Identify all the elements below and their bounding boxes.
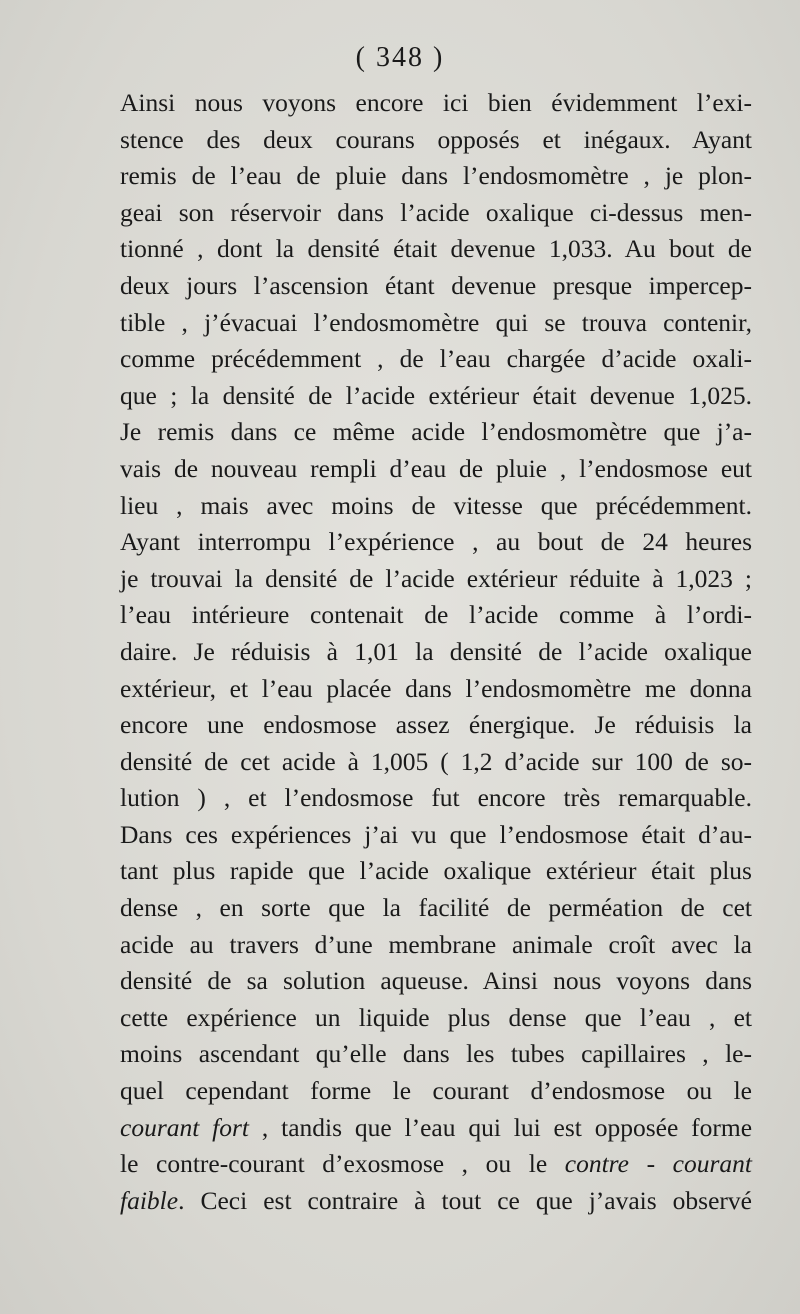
- text-line: [120, 451, 752, 488]
- text-segment: cette expérience un liquide plus dense que l’eau , et: [120, 1002, 752, 1032]
- text-line: [120, 817, 752, 854]
- text-segment: dense , en sorte que la facilité de perméation de cet: [120, 893, 752, 923]
- text-segment: Dans ces expériences j’ai vu que l’endosmose était d’au-: [120, 819, 752, 849]
- text-line: [120, 1183, 752, 1220]
- text-segment: Je remis dans ce même acide l’endosmomètre que j’a-: [120, 417, 752, 447]
- text-line: [120, 853, 752, 890]
- text-line: [120, 524, 752, 561]
- text-segment: densité de cet acide à 1,005 ( 1,2 d’acide sur 100 de so-: [120, 746, 752, 776]
- text-segment: stence des deux courans opposés et inégaux. Ayant: [120, 124, 752, 154]
- text-segment: , tandis que l’eau qui lui est opposée forme: [249, 1112, 753, 1142]
- text-line: [120, 305, 752, 342]
- text-segment: encore une endosmose assez énergique. Je réduisis la: [120, 710, 752, 740]
- italic-text: faible: [120, 1185, 179, 1215]
- text-segment: deux jours l’ascension étant devenue presque impercep-: [120, 270, 752, 300]
- text-segment: le contre-courant d’exosmose , ou le: [120, 1149, 565, 1179]
- text-segment: acide au travers d’une membrane animale croît avec la: [120, 929, 752, 959]
- italic-text: contre - courant: [564, 1149, 752, 1179]
- text-segment: lieu , mais avec moins de vitesse que précédemment.: [120, 490, 752, 520]
- text-segment: que ; la densité de l’acide extérieur était devenue 1,025.: [120, 380, 752, 410]
- italic-text: courant fort: [120, 1112, 250, 1142]
- text-segment: extérieur, et l’eau placée dans l’endosmomètre me donna: [120, 673, 752, 703]
- text-line: [120, 195, 752, 232]
- text-line: [120, 597, 752, 634]
- text-line: [120, 1036, 752, 1073]
- text-segment: lution ) , et l’endosmose fut encore très remarquable.: [120, 783, 752, 813]
- text-segment: moins ascendant qu’elle dans les tubes capillaires , le-: [120, 1039, 752, 1069]
- text-line: [120, 414, 752, 451]
- text-segment: . Ceci est contraire à tout ce que j’avais observé: [178, 1185, 752, 1215]
- text-line: [120, 963, 752, 1000]
- text-segment: Ainsi nous voyons encore ici bien évidemment l’exi-: [120, 88, 752, 117]
- text-segment: quel cependant forme le courant d’endosmose ou le: [120, 1076, 752, 1106]
- text-segment: densité de sa solution aqueuse. Ainsi nous voyons dans: [120, 966, 752, 996]
- text-line: [120, 1110, 752, 1147]
- text-line: [120, 707, 752, 744]
- page-number: ( 348 ): [355, 42, 445, 73]
- text-segment: geai son réservoir dans l’acide oxalique ci-dessus men-: [120, 197, 752, 227]
- text-line: [120, 1146, 752, 1183]
- text-line: [120, 378, 752, 415]
- text-line: [120, 85, 752, 122]
- body-text: [120, 85, 752, 1219]
- text-segment: vais de nouveau rempli d’eau de pluie , l’endosmose eut: [120, 453, 752, 483]
- text-line: [120, 561, 752, 598]
- text-line: [120, 122, 752, 159]
- text-line: [120, 341, 752, 378]
- text-line: [120, 1073, 752, 1110]
- text-segment: remis de l’eau de pluie dans l’endosmomètre , je plon-: [120, 161, 752, 191]
- text-line: [120, 780, 752, 817]
- text-segment: l’eau intérieure contenait de l’acide comme à l’ordi-: [120, 600, 752, 630]
- text-line: [120, 268, 752, 305]
- text-segment: tible , j’évacuai l’endosmomètre qui se trouva contenir,: [120, 307, 752, 337]
- text-segment: tant plus rapide que l’acide oxalique extérieur était plus: [120, 856, 752, 886]
- text-line: [120, 927, 752, 964]
- text-line: [120, 1000, 752, 1037]
- text-segment: daire. Je réduisis à 1,01 la densité de l’acide oxalique: [120, 636, 752, 666]
- text-segment: je trouvai la densité de l’acide extérieur réduite à 1,023 ;: [120, 563, 752, 593]
- text-line: [120, 744, 752, 781]
- text-segment: tionné , dont la densité était devenue 1,033. Au bout de: [120, 234, 752, 264]
- text-line: [120, 890, 752, 927]
- text-line: [120, 158, 752, 195]
- text-segment: comme précédemment , de l’eau chargée d’acide oxali-: [120, 344, 752, 374]
- text-line: [120, 671, 752, 708]
- text-segment: Ayant interrompu l’expérience , au bout de 24 heures: [120, 527, 752, 557]
- text-line: [120, 488, 752, 525]
- text-line: [120, 634, 752, 671]
- text-line: [120, 231, 752, 268]
